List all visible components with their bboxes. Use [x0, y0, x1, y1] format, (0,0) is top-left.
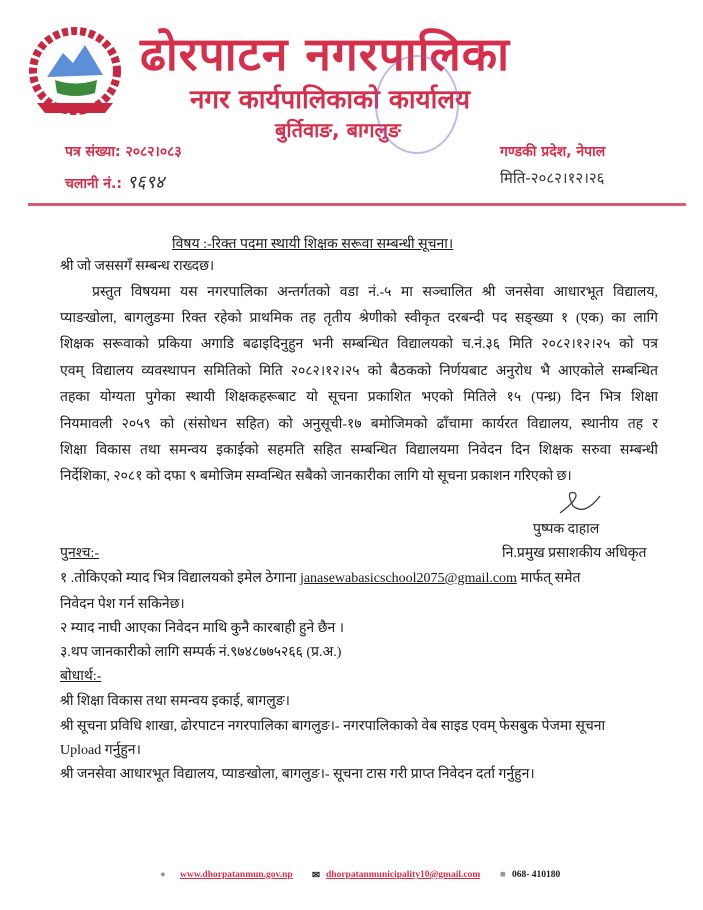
- school-email-link[interactable]: janasewabasicschool2075@gmail.com: [299, 571, 517, 586]
- body-line: तहका योग्यता पुगेका स्थायी शिक्षकहरूबाट यो सूचना प्रकाशित भएको मितिले १५ (पन्ध्र) दिन भित्र शिक्षा: [60, 390, 658, 405]
- body-line: प्रस्तुत विषयमा यस नगरपालिका अन्तर्गतको वडा नं.-५ मा सञ्चालित श्री जनसेवा आधारभूत विद्यालय,: [92, 285, 658, 300]
- cc-line: श्री शिक्षा विकास तथा समन्वय इकाई, बागलुङ।: [60, 694, 290, 709]
- signatory-name: पुष्पक दाहाल: [533, 522, 600, 537]
- office-location: बुर्तिवाङ, बागलुङ: [275, 118, 401, 142]
- mail-icon: ✉: [312, 871, 320, 881]
- email-link[interactable]: dhorpatanmunicipality10@gmail.com: [326, 870, 481, 880]
- header-divider: [28, 203, 686, 206]
- dispatch-number-label: चलानी नं.:: [65, 176, 122, 192]
- handwritten-signature: [555, 488, 605, 523]
- cc-line: Upload गर्नुहुन।: [60, 743, 141, 758]
- postscript-item-1-text: १ .तोकिएको म्याद भित्र विद्यालयको इमेल ठेगाना: [60, 571, 297, 586]
- letter-number: [65, 142, 182, 161]
- phone-number: 068- 410180: [512, 870, 561, 880]
- subject: विषय :-रिक्त पदमा स्थायी शिक्षक सरूवा सम्बन्धी सूचना।: [172, 237, 454, 252]
- body-line: शिक्षा विकास तथा समन्वय इकाईको सहमति सहित सम्बन्धित विद्यालयमा निवेदन दिन शिक्षक सरुवा सम्बन्धी: [60, 443, 658, 458]
- body-line: एवम् विद्यालय व्यवस्थापन समितिको मिति २०८२।१२।२५ को बैठकको निर्णयबाट अनुरोध भै आएकोले सम्बन्धित: [60, 364, 658, 379]
- postscript-item-1-suffix: मार्फत् समेत: [520, 571, 581, 586]
- office-stamp: [375, 55, 459, 154]
- postscript-item-2: २ म्याद नाघी आएका निवेदन माथि कुनै कारबाही हुने छैन ।: [60, 621, 345, 636]
- office-name: नगर कार्यपालिकाको कार्यालय: [190, 85, 471, 115]
- postscript-item-1-continued: निवेदन पेश गर्न सकिनेछ।: [60, 597, 185, 612]
- phone-icon: ■: [500, 870, 506, 880]
- postscript-heading: पुनश्च:-: [60, 546, 100, 561]
- body-line: शिक्षक सरूवाको प्रकिया अगाडि बढाइदिनुहुन भनी सम्बन्धित विद्यालयको च.नं.३६ मिति २०८२।१२।२५ को पत्र: [60, 337, 658, 352]
- province: गण्डकी प्रदेश, नेपाल: [500, 144, 606, 160]
- cc-line: श्री सूचना प्रविधि शाखा, ढोरपाटन नगरपालिका बागलुङ।- नगरपालिकाको वेब साइड एवम् फेसबुक पेजमा सूचना: [60, 719, 606, 734]
- signatory-designation: नि.प्रमुख प्रसाशकीय अधिकृत: [502, 546, 647, 561]
- salutation: श्री जो जससगँ सम्बन्ध राख्दछ।: [60, 259, 215, 274]
- globe-icon: ●: [160, 870, 166, 880]
- cc-line: श्री जनसेवा आधारभूत विद्यालय, प्याङखोला, बागलुङ।- सूचना टास गरी प्राप्त निवेदन दर्ता गर्नुहुन।: [60, 767, 535, 782]
- cc-heading: बोधार्थ:-: [60, 669, 102, 684]
- dispatch-number: [65, 170, 164, 194]
- postscript-item-3: ३.थप जानकारीको लागि सम्पर्क नं.९७४८७७५२६६ (प्र.अ.): [60, 645, 342, 660]
- municipality-name: ढोरपाटन नगरपालिका: [140, 27, 511, 81]
- letter-number-label: पत्र संख्या:: [65, 144, 121, 160]
- body-line: नियमावली २०५९ को (संसोधन सहित) को अनुसूची-१७ बमोजिमको ढाँचामा कार्यरत विद्यालय, स्थानीय तह र: [60, 417, 658, 432]
- website-link[interactable]: www.dhorpatanmun.gov.np: [180, 870, 293, 880]
- body-line: प्याङखोला, बागलुङमा रिक्त रहेको प्राथमिक तह तृतीय श्रेणीको स्वीकृत दरबन्दी पद सङ्ख्या १ (एक) का लागि: [60, 311, 658, 326]
- letter-number-value: २०८२।०८३: [125, 144, 182, 160]
- postscript-item-1: [60, 568, 658, 587]
- body-line: निर्देशिका, २०८१ को दफा ९ बमोजिम सम्वन्धित सबैको जानकारीका लागि यो सूचना प्रकाशन गरिएको छ।: [60, 469, 572, 484]
- letter-date: मिति-२०८२।१२।२६: [500, 169, 605, 187]
- nepal-emblem-icon: [25, 25, 125, 117]
- dispatch-number-value: ९६९४: [126, 172, 165, 193]
